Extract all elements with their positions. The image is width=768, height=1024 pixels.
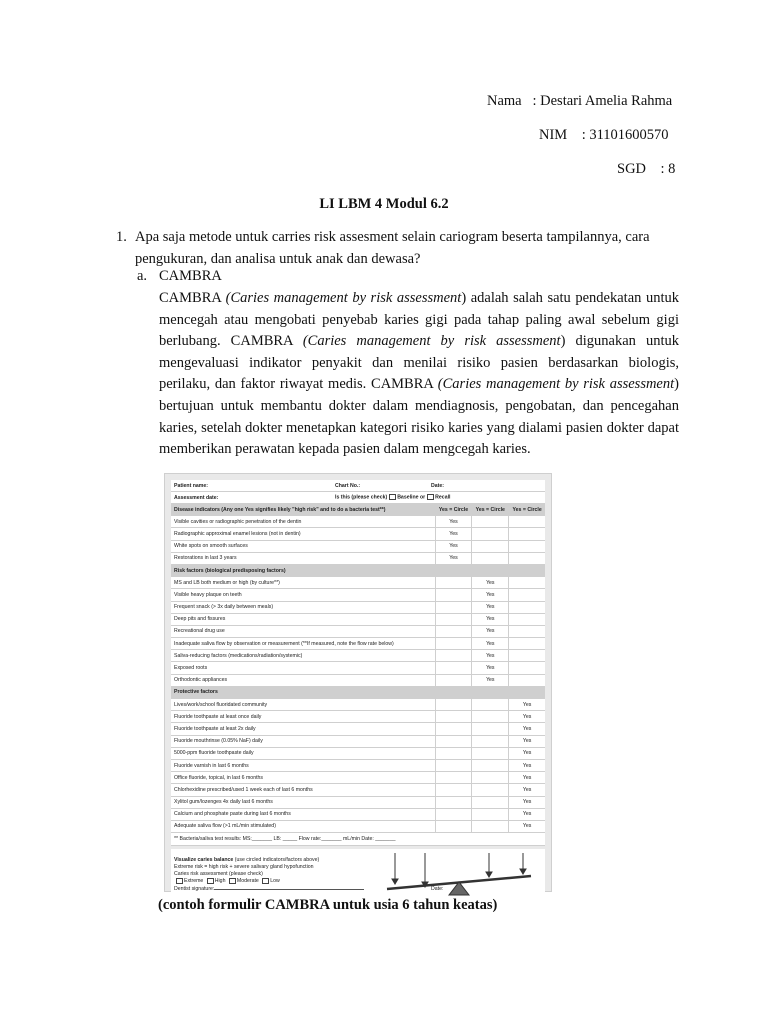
protective-factor-row: Calcium and phosphate paste during last 6 months Yes bbox=[171, 809, 545, 821]
protective-factor-row: Office fluoride, topical, in last 6 months Yes bbox=[171, 772, 545, 784]
sub-item-letter: a. bbox=[137, 268, 148, 284]
cambra-paragraph: CAMBRA (Caries management by risk assessment) adalah salah satu pendekatan untuk mencegah atau mengobati penyebab karies gigi pada tahap paling awal sebelum gigi berlubang. CAMBRA (Caries management by risk assessment) digunakan untuk mengevaluasi indikator penyakit dan menilai risiko pasien berdasarkan biologis, perilaku, dan faktor riwayat medis. CAMBRA (Caries management by risk assessment) bertujuan untuk membantu dokter dalam mendiagnosis, pengobatan, dan pencegahan karies, setelah dokter menetapkan kategori risiko karies yang dialami pasien dokter dapat memberikan perawatan kepada pasien dalam mengcegah karies. bbox=[159, 290, 679, 458]
student-sgd: SGD : 8 bbox=[617, 161, 676, 177]
protective-factors-header: Protective factors bbox=[171, 687, 545, 699]
risk-level-option: Low bbox=[260, 878, 280, 884]
risk-level-option: High bbox=[205, 878, 227, 884]
risk-level-option: Moderate bbox=[227, 878, 260, 884]
disease-indicators-header: Disease indicators (Any one Yes signifies likely "high risk" and to do a bacteria test**) Yes = Circle Yes = Circle Yes = Circle bbox=[171, 504, 545, 516]
risk-factor-row: Inadequate saliva flow by observation or measurement (**If measured, note the flow rate below) Yes bbox=[171, 638, 545, 650]
risk-factor-row: Recreational drug use Yes bbox=[171, 626, 545, 638]
student-name: Nama : Destari Amelia Rahma bbox=[487, 93, 673, 109]
risk-factor-row: Frequent snack (> 3x daily between meals) Yes bbox=[171, 602, 545, 614]
risk-level-option: Extreme bbox=[174, 878, 205, 884]
risk-factors-header: Risk factors (biological predisposing factors) bbox=[171, 565, 545, 577]
protective-factor-row: Adequate saliva flow (>1 mL/min stimulated) Yes bbox=[171, 821, 545, 833]
risk-factor-row: MS and LB both medium or high (by culture**) Yes bbox=[171, 577, 545, 589]
caries-balance-diagram bbox=[381, 851, 541, 901]
form-header-row-1: Patient name: Chart No.: Date: bbox=[171, 480, 545, 492]
question-text: Apa saja metode untuk carries risk assesment selain cariogram beserta tampilannya, cara pengukuran, dan analisa untuk anak dan dewasa? bbox=[135, 229, 650, 267]
sub-item-label: CAMBRA bbox=[159, 268, 222, 284]
risk-factor-row: Deep pits and fissures Yes bbox=[171, 614, 545, 626]
figure-caption: (contoh formulir CAMBRA untuk usia 6 tahun keatas) bbox=[158, 897, 498, 913]
disease-indicator-row: Radiographic approximal enamel lesions (not in dentin) Yes bbox=[171, 528, 545, 540]
risk-factor-row: Visible heavy plaque on teeth Yes bbox=[171, 589, 545, 601]
cambra-form-image bbox=[164, 473, 552, 892]
risk-factor-row: Exposed roots Yes bbox=[171, 662, 545, 674]
caries-balance-section: Visualize caries balance (use circled indicators/factors above) Extreme risk = high risk + severe salivary gland hypofunction Caries risk assessment (please check) Extreme High Moderate Low Dentist signature: Date: bbox=[171, 849, 545, 913]
risk-factor-row: Saliva-reducing factors (medications/radiation/systemic) Yes bbox=[171, 650, 545, 662]
protective-factor-row: Fluoride varnish in last 6 months Yes bbox=[171, 760, 545, 772]
form-header-row-2: Assessment date: Is this (please check) Baseline or Recall bbox=[171, 492, 545, 504]
document-title: LI LBM 4 Modul 6.2 bbox=[319, 196, 449, 212]
protective-factor-row: Fluoride toothpaste at least once daily Yes bbox=[171, 711, 545, 723]
protective-factor-row: Fluoride toothpaste at least 2x daily Yes bbox=[171, 723, 545, 735]
disease-indicator-row: Visible cavities or radiographic penetration of the dentin Yes bbox=[171, 516, 545, 528]
student-nim: NIM : 31101600570 bbox=[539, 127, 669, 143]
protective-factor-row: Lives/work/school fluoridated community Yes bbox=[171, 699, 545, 711]
protective-factor-row: Xylitol gum/lozenges 4x daily last 6 months Yes bbox=[171, 797, 545, 809]
protective-factor-row: Fluoride mouthrinse (0.05% NaF) daily Yes bbox=[171, 736, 545, 748]
question-number: 1. bbox=[116, 229, 127, 245]
protective-factor-row: Chlorhexidine prescribed/used 1 week each of last 6 months Yes bbox=[171, 784, 545, 796]
disease-indicator-row: White spots on smooth surfaces Yes bbox=[171, 541, 545, 553]
bacteria-test-line: ** Bacteria/saliva test results: MS:_______ LB: _____ Flow rate:_______ mL/min Date: _______ bbox=[171, 833, 545, 846]
disease-indicator-row: Restorations in last 3 years Yes bbox=[171, 553, 545, 565]
protective-factor-row: 5000-ppm fluoride toothpaste daily Yes bbox=[171, 748, 545, 760]
risk-factor-row: Orthodontic appliances Yes bbox=[171, 675, 545, 687]
